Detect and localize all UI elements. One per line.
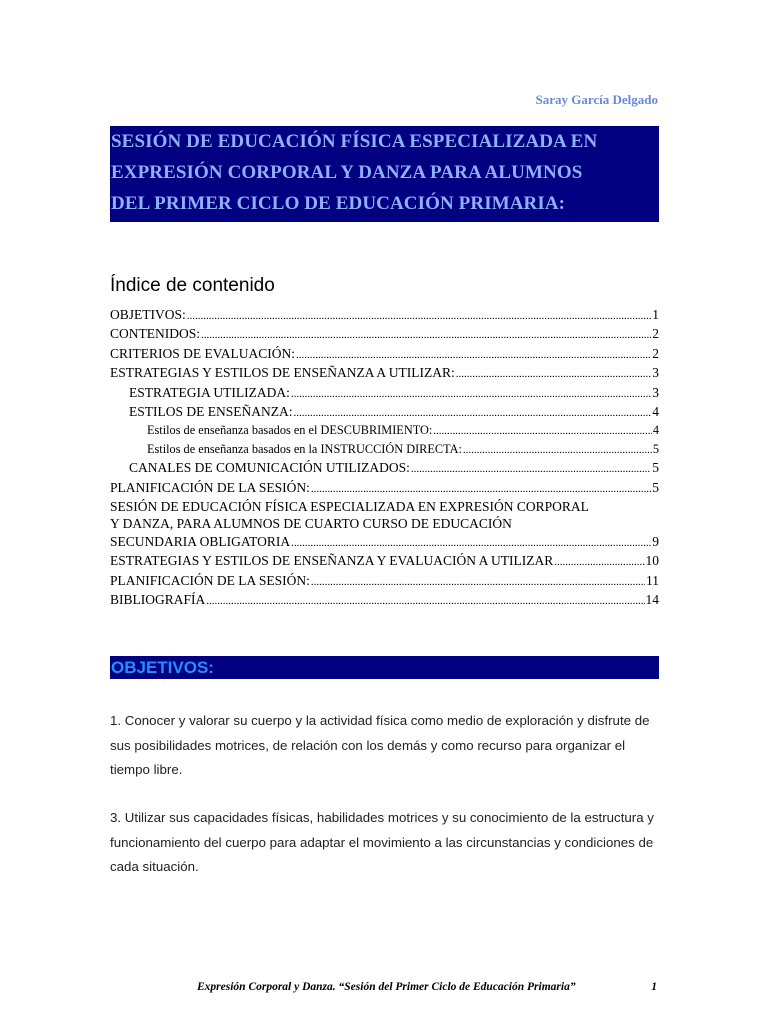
author-name: Saray García Delgado [535,92,658,107]
toc-entry-page: 5 [652,479,659,495]
toc-entry-page: 4 [652,404,659,420]
toc-entry-label: ESTRATEGIA UTILIZADA: [129,384,290,400]
toc-entry[interactable] [110,441,659,459]
toc-entry[interactable] [110,479,659,498]
toc-entry-page: 4 [652,423,659,438]
objective-paragraph: 1. Conocer y valorar su cuerpo y la actividad física como medio de exploración y disfrute de sus posibilidades motrices, de relación con los demás y como recurso para organizar el tiempo libre. [110,713,650,777]
toc-entry-page: 14 [645,592,659,608]
section-heading: OBJETIVOS: [110,656,659,679]
toc-entry-label: PLANIFICACIÓN DE LA SESIÓN: [110,572,310,588]
table-of-contents [110,306,659,611]
toc-entry[interactable] [110,325,659,344]
toc-entry[interactable] [110,591,659,610]
toc-entry-label: ESTRATEGIAS Y ESTILOS DE ENSEÑANZA A UTILIZAR: [110,365,455,381]
toc-entry[interactable] [110,572,659,591]
toc-entry-page: 5 [652,460,659,476]
toc-entry-page: 2 [652,326,659,342]
document-title [110,126,659,222]
toc-entry-label: CONTENIDOS: [110,326,200,342]
title-line: DEL PRIMER CICLO DE EDUCACIÓN PRIMARIA: [111,193,566,214]
toc-entry[interactable] [110,364,659,383]
toc-entry[interactable] [110,306,659,325]
toc-entry[interactable] [110,422,659,440]
toc-entry-label: OBJETIVOS: [110,307,186,322]
toc-entry[interactable] [110,459,659,478]
toc-entry-page: 5 [652,441,659,456]
toc-entry-label: ESTRATEGIAS Y ESTILOS DE ENSEÑANZA Y EVALUACIÓN A UTILIZAR [110,553,554,569]
toc-entry-label: Estilos de enseñanza basados en la INSTRUCCIÓN DIRECTA: [147,441,462,456]
toc-entry-label-line: Y DANZA, PARA ALUMNOS DE CUARTO CURSO DE EDUCACIÓN [110,516,512,532]
objective-paragraph: 3. Utilizar sus capacidades físicas, habilidades motrices y su conocimiento de la estructura y funcionamiento del cuerpo para adaptar el movimiento a las circunstancias y condiciones de cada situación. [110,810,654,874]
toc-entry-label-line: SESIÓN DE EDUCACIÓN FÍSICA ESPECIALIZADA EN EXPRESIÓN CORPORAL [110,499,589,515]
toc-entry-page: 11 [646,572,659,588]
toc-entry[interactable] [110,384,659,403]
toc-entry-page: 9 [652,533,659,549]
title-line: EXPRESIÓN CORPORAL Y DANZA PARA ALUMNOS [111,162,583,183]
toc-entry-page: 2 [652,345,659,361]
footer-text: Expresión Corporal y Danza. “Sesión del Primer Ciclo de Educación Primaria” [197,981,576,993]
page-number: 1 [651,981,657,993]
toc-entry-label: ESTILOS DE ENSEÑANZA: [129,404,293,420]
toc-entry-label: CANALES DE COMUNICACIÓN UTILIZADOS: [129,460,410,476]
title-line: SESIÓN DE EDUCACIÓN FÍSICA ESPECIALIZADA EN [111,131,598,152]
toc-entry-label: BIBLIOGRAFÍA [110,592,206,608]
toc-entry-page: 10 [645,553,659,569]
toc-entry[interactable] [110,403,659,422]
toc-entry-label: PLANIFICACIÓN DE LA SESIÓN: [110,479,310,495]
toc-entry-label: SECUNDARIA OBLIGATORIA [110,533,291,549]
toc-entry[interactable] [110,552,659,571]
toc-entry-label: CRITERIOS DE EVALUACIÓN: [110,345,295,361]
toc-entry[interactable] [110,345,659,364]
toc-entry-multiline[interactable] [110,498,659,552]
toc-entry-label: Estilos de enseñanza basados en el DESCUBRIMIENTO: [147,423,433,438]
toc-heading: Índice de contenido [110,275,275,296]
toc-entry-page: 1 [652,307,659,322]
toc-entry-page: 3 [652,365,659,381]
toc-entry-page: 3 [652,384,659,400]
